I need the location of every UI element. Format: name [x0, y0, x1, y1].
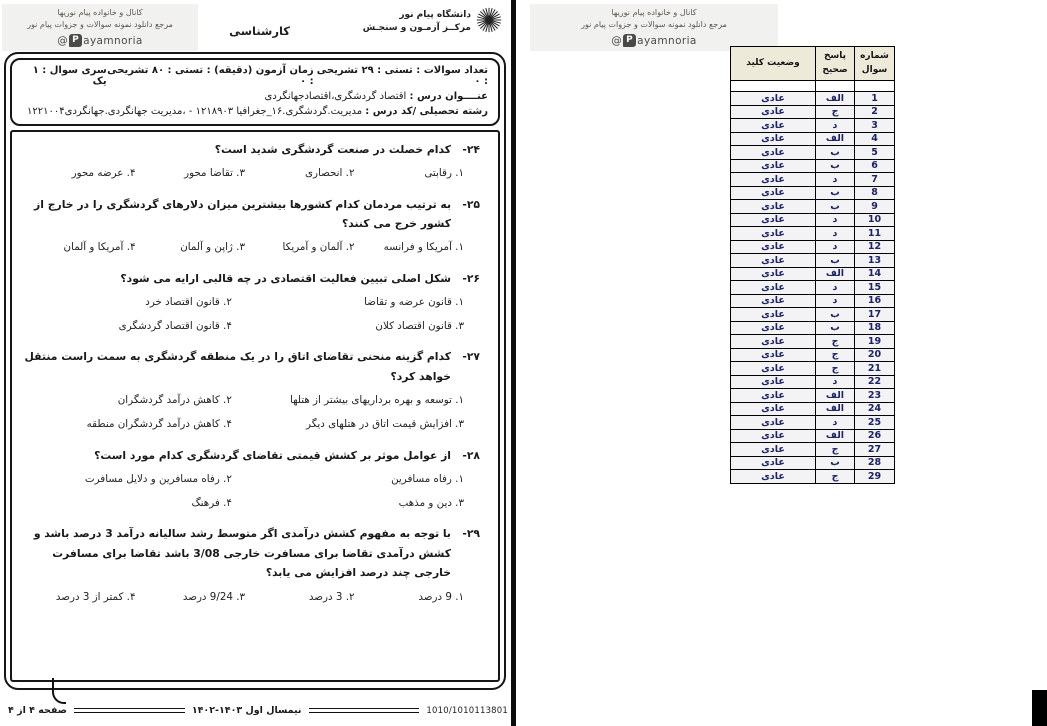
table-row	[731, 146, 895, 160]
header-key-status: وضعیت کلید	[731, 47, 816, 81]
answer-options	[22, 585, 480, 609]
question-number-cell: 27	[855, 443, 895, 457]
channel-info-right	[530, 4, 778, 51]
table-row	[731, 362, 895, 376]
handle-rest: ayamnoria	[637, 34, 697, 47]
table-row	[731, 416, 895, 430]
question-number-cell: 3	[855, 119, 895, 133]
table-row	[731, 105, 895, 119]
question-text: شکل اصلی تبیین فعالیت اقتصادی در چه قالبی ارایه می شود؟	[120, 271, 451, 285]
key-status-cell: عادی	[731, 321, 816, 335]
answer-option: ۳. افزایش قیمت اتاق در هتلهای دیگر	[306, 418, 464, 431]
table-row	[731, 119, 895, 133]
table-row	[731, 375, 895, 389]
answer-option: ۲. قانون اقتصاد خرد	[145, 296, 232, 309]
question-text: کدام خصلت در صنعت گردشگری شدید است؟	[214, 143, 451, 156]
channel-info-left	[2, 4, 198, 51]
key-status-cell: عادی	[731, 308, 816, 322]
table-row	[731, 281, 895, 295]
question-number-cell: 12	[855, 240, 895, 254]
answer-option: ۱. رفاه مسافرین	[391, 473, 464, 486]
answer-option: ۴. فرهنگ	[191, 497, 232, 510]
question-head	[22, 524, 480, 582]
table-row	[731, 92, 895, 106]
series-label: سری سوال : ۱ یک	[32, 65, 107, 87]
answer-option: ۴. آمریکا و آلمان	[63, 241, 136, 254]
table-row	[731, 456, 895, 470]
question-number-cell: 25	[855, 416, 895, 430]
question-number-cell: 8	[855, 186, 895, 200]
question-number: ۲۸-	[462, 448, 480, 462]
question-block	[22, 524, 480, 608]
answer-option: ۲. انحصاری	[304, 167, 355, 180]
answer-option: ۴. کمتر از 3 درصد	[55, 590, 136, 603]
key-status-cell: عادی	[731, 227, 816, 241]
correct-answer-cell: ج	[816, 443, 855, 457]
table-row	[731, 240, 895, 254]
key-status-cell: عادی	[731, 132, 816, 146]
major-value: مدیریت.گردشگری.۱۶_جغرافیا ۱۲۱۸۹۰۳ - ،مدیریت جهانگردی.جهانگردی۱۲۲۱۰۰۴	[27, 106, 363, 117]
empty-cell	[855, 81, 895, 92]
answer-key-panel	[516, 0, 1047, 726]
question-number-cell: 14	[855, 267, 895, 281]
questions	[22, 140, 480, 609]
question-number: ۲۹-	[462, 527, 480, 541]
correct-answer-cell: ب	[816, 200, 855, 214]
page-number: صفحه ۴ از ۴	[8, 705, 67, 716]
course-title-label: عنــــوان درس :	[409, 91, 488, 102]
table-row	[731, 254, 895, 268]
channel-line1: کانال و خانواده پیام نوریها	[57, 8, 143, 17]
question-number-cell: 23	[855, 389, 895, 403]
answer-option: ۲. کاهش درآمد گردشگران	[117, 394, 232, 407]
page-outer-frame	[4, 52, 506, 690]
table-row	[731, 227, 895, 241]
key-status-cell: عادی	[731, 186, 816, 200]
question-number-cell: 21	[855, 362, 895, 376]
question-head	[22, 347, 480, 386]
exam-info-row1	[22, 65, 488, 87]
key-status-cell: عادی	[731, 159, 816, 173]
exam-page	[0, 0, 512, 726]
key-status-cell: عادی	[731, 267, 816, 281]
table-row	[731, 321, 895, 335]
question-number-cell: 11	[855, 227, 895, 241]
question-head	[22, 269, 480, 288]
channel-handle	[7, 33, 193, 49]
question-number: ۲۷-	[462, 350, 480, 364]
university-name-line1: دانشگاه پیام نور	[399, 10, 471, 21]
question-head	[22, 195, 480, 234]
correct-answer-cell: الف	[816, 402, 855, 416]
answer-key-table	[730, 46, 895, 484]
table-row	[731, 294, 895, 308]
key-status-cell: عادی	[731, 281, 816, 295]
key-status-cell: عادی	[731, 416, 816, 430]
question-number-cell: 18	[855, 321, 895, 335]
question-number-cell: 2	[855, 105, 895, 119]
major-row	[22, 106, 488, 117]
question-number-cell: 10	[855, 213, 895, 227]
answer-option: ۴. قانون اقتصاد گردشگری	[118, 320, 232, 333]
question-number-cell: 6	[855, 159, 895, 173]
university-block	[363, 5, 504, 39]
correct-answer-cell: الف	[816, 267, 855, 281]
footer-rule	[74, 708, 185, 713]
answer-option: ۳. ژاپن و آلمان	[180, 241, 245, 254]
question-number-cell: 16	[855, 294, 895, 308]
question-number-cell: 13	[855, 254, 895, 268]
answer-option: ۲. 3 درصد	[308, 590, 355, 603]
answer-option: ۱. توسعه و بهره برداریهای بیشتر از هتلها	[289, 394, 464, 407]
key-status-cell: عادی	[731, 254, 816, 268]
key-status-cell: عادی	[731, 470, 816, 484]
table-row	[731, 402, 895, 416]
correct-answer-cell: ج	[816, 348, 855, 362]
answer-option: ۲. آلمان و آمریکا	[282, 241, 355, 254]
payamnoria-p-logo-icon: P	[623, 34, 636, 47]
question-block	[22, 347, 480, 436]
table-header-row	[731, 47, 895, 81]
table-row	[731, 200, 895, 214]
at-sign: @	[57, 34, 69, 47]
scan-black-margin	[1032, 690, 1047, 726]
correct-answer-cell: ب	[816, 146, 855, 160]
answer-options	[22, 388, 480, 436]
correct-answer-cell: د	[816, 240, 855, 254]
correct-answer-cell: الف	[816, 429, 855, 443]
key-status-cell: عادی	[731, 402, 816, 416]
answer-option: ۱. آمریکا و فرانسه	[383, 241, 464, 254]
university-name-line2: مرکــز آزمـون و سنجـش	[362, 23, 471, 33]
question-number-cell: 1	[855, 92, 895, 106]
key-status-cell: عادی	[731, 375, 816, 389]
answer-options	[22, 161, 480, 185]
key-status-cell: عادی	[731, 443, 816, 457]
table-row	[731, 132, 895, 146]
payamnoria-p-logo-icon: P	[69, 34, 82, 47]
question-number-cell: 9	[855, 200, 895, 214]
question-head	[22, 446, 480, 465]
key-table-body	[731, 81, 895, 484]
question-head	[22, 140, 480, 159]
correct-answer-cell: ب	[816, 254, 855, 268]
question-number: ۲۶-	[462, 271, 480, 285]
channel-line2: مرجع دانلود نمونه سوالات و جزوات پیام نور	[27, 20, 173, 30]
empty-cell	[816, 81, 855, 92]
key-status-cell: عادی	[731, 173, 816, 187]
correct-answer-cell: ب	[816, 186, 855, 200]
answer-option: ۳. تقاضا محور	[184, 167, 245, 180]
key-status-cell: عادی	[731, 146, 816, 160]
exam-info-box	[10, 58, 500, 126]
table-row	[731, 470, 895, 484]
page-footer	[8, 702, 508, 719]
channel-line2: مرجع دانلود نمونه سوالات و جزوات پیام نور	[581, 20, 727, 30]
correct-answer-cell: الف	[816, 92, 855, 106]
correct-answer-cell: د	[816, 173, 855, 187]
question-number-cell: 22	[855, 375, 895, 389]
correct-answer-cell: ب	[816, 456, 855, 470]
question-block	[22, 195, 480, 260]
university-name	[363, 9, 471, 34]
answer-option: ۳. 9/24 درصد	[182, 590, 245, 603]
question-block	[22, 269, 480, 339]
answer-option: ۱. رقابتی	[424, 167, 464, 180]
correct-answer-cell: ج	[816, 470, 855, 484]
correct-answer-cell: د	[816, 227, 855, 241]
answer-option: ۱. 9 درصد	[418, 590, 464, 603]
key-status-cell: عادی	[731, 119, 816, 133]
key-status-cell: عادی	[731, 429, 816, 443]
correct-answer-cell: ج	[816, 105, 855, 119]
semester-label: نیمسال اول ۱۴۰۳-۱۴۰۲	[191, 705, 302, 716]
answer-options	[22, 467, 480, 515]
footer-rule	[309, 708, 420, 713]
key-status-cell: عادی	[731, 213, 816, 227]
question-text: با توجه به مفهوم کشش درآمدی اگر متوسط رشد سالیانه درآمد 3 درصد باشد و کشش درآمدی تقاضا برای مسافرت خارجی 3/08 باشد تقاضا برای مسافرت خارجی چند درصد افزایش می یابد؟	[33, 527, 451, 580]
table-row	[731, 173, 895, 187]
correct-answer-cell: ب	[816, 321, 855, 335]
table-row	[731, 443, 895, 457]
table-row	[731, 389, 895, 403]
question-block	[22, 140, 480, 186]
correct-answer-cell: ب	[816, 308, 855, 322]
correct-answer-cell: الف	[816, 389, 855, 403]
question-number-cell: 5	[855, 146, 895, 160]
key-status-cell: عادی	[731, 335, 816, 349]
table-row	[731, 308, 895, 322]
answer-option: ۴. عرضه محور	[71, 167, 136, 180]
question-text: کدام گزینه منحنی تقاضای اتاق را در یک منطقه گردشگری به سمت راست منتقل خواهد کرد؟	[24, 350, 451, 383]
course-title-value: اقتصاد گردشگری،اقتصادجهانگردی	[264, 91, 407, 102]
question-number-cell: 15	[855, 281, 895, 295]
key-status-cell: عادی	[731, 348, 816, 362]
major-label: رشته تحصیلی /کد درس :	[365, 106, 488, 117]
table-row	[731, 335, 895, 349]
table-row	[731, 186, 895, 200]
exam-serial-number: 1010/1010113801	[426, 705, 508, 716]
key-status-cell: عادی	[731, 294, 816, 308]
question-text: به ترتیب مردمان کدام کشورها بیشترین میزان دلارهای گردشگری را در خارج از کشور خرج می کنند؟	[34, 197, 451, 231]
handle-rest: ayamnoria	[83, 34, 143, 47]
correct-answer-cell: ج	[816, 335, 855, 349]
table-empty-row	[731, 81, 895, 92]
key-status-cell: عادی	[731, 105, 816, 119]
table-row	[731, 348, 895, 362]
question-number: ۲۴-	[462, 143, 480, 156]
question-number-cell: 19	[855, 335, 895, 349]
table-row	[731, 429, 895, 443]
answer-option: ۲. رفاه مسافرین و دلایل مسافرت	[84, 473, 232, 486]
at-sign: @	[611, 34, 623, 47]
header-correct-answer: پاسخ صحیح	[816, 47, 855, 81]
question-number-cell: 24	[855, 402, 895, 416]
correct-answer-cell: الف	[816, 132, 855, 146]
correct-answer-cell: د	[816, 281, 855, 295]
key-status-cell: عادی	[731, 456, 816, 470]
channel-line1: کانال و خانواده پیام نوریها	[611, 8, 697, 17]
key-status-cell: عادی	[731, 362, 816, 376]
key-status-cell: عادی	[731, 200, 816, 214]
answer-options	[22, 290, 480, 338]
questions-frame	[10, 130, 500, 682]
correct-answer-cell: ج	[816, 362, 855, 376]
table-row	[731, 267, 895, 281]
key-status-cell: عادی	[731, 92, 816, 106]
correct-answer-cell: ب	[816, 159, 855, 173]
question-number: ۲۵-	[462, 197, 480, 211]
question-number-cell: 4	[855, 132, 895, 146]
question-number-cell: 26	[855, 429, 895, 443]
empty-cell	[731, 81, 816, 92]
degree-title: کارشناسی	[229, 24, 290, 38]
table-row	[731, 159, 895, 173]
payamnoor-sun-logo-icon	[474, 5, 504, 39]
key-status-cell: عادی	[731, 240, 816, 254]
question-number-cell: 7	[855, 173, 895, 187]
question-number-cell: 29	[855, 470, 895, 484]
course-title-row	[22, 91, 488, 102]
correct-answer-cell: د	[816, 375, 855, 389]
questions-count: تعداد سوالات : تستی : ۲۹ تشریحی : ۰	[316, 65, 488, 87]
question-block	[22, 446, 480, 516]
answer-option: ۱. قانون عرضه و تقاضا	[364, 296, 464, 309]
header-question-number: شماره سوال	[855, 47, 895, 81]
answer-options	[22, 235, 480, 259]
question-text: از عوامل موثر بر کشش قیمتی تقاضای گردشگری کدام مورد است؟	[94, 448, 451, 462]
correct-answer-cell: د	[816, 294, 855, 308]
correct-answer-cell: د	[816, 119, 855, 133]
correct-answer-cell: د	[816, 213, 855, 227]
question-number-cell: 28	[855, 456, 895, 470]
key-status-cell: عادی	[731, 389, 816, 403]
answer-option: ۳. دین و مذهب	[398, 497, 464, 510]
answer-option: ۳. قانون اقتصاد کلان	[375, 320, 464, 333]
frame-corner-curve	[52, 678, 66, 704]
table-row	[731, 213, 895, 227]
question-number-cell: 20	[855, 348, 895, 362]
question-number-cell: 17	[855, 308, 895, 322]
correct-answer-cell: د	[816, 416, 855, 430]
exam-time: زمان آزمون (دقیقه) : تستی : ۸۰ تشریحی : ۰	[107, 65, 314, 87]
answer-option: ۴. کاهش درآمد گردشگران منطقه	[86, 418, 232, 431]
